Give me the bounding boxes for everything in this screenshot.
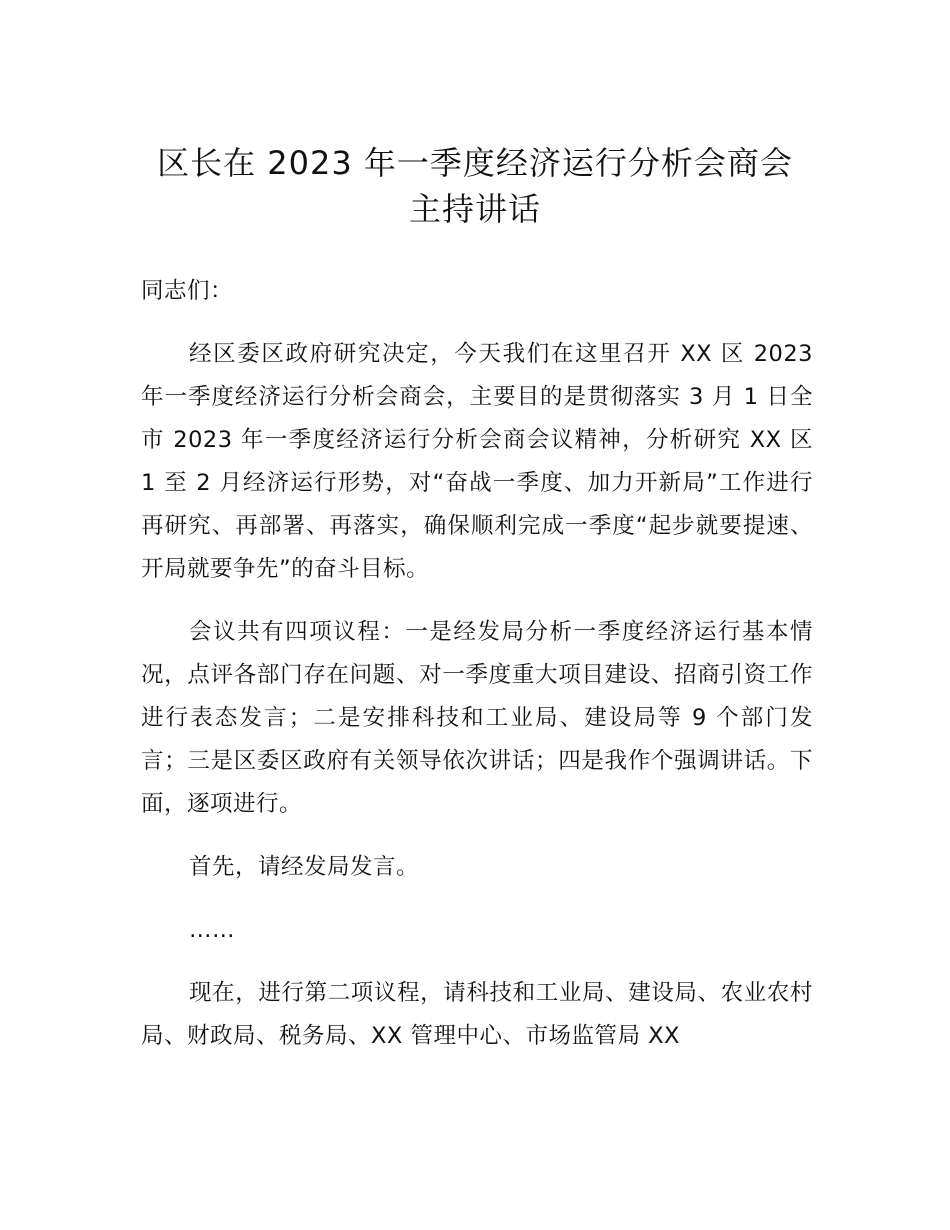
paragraph-ellipsis: …… (189, 917, 235, 943)
title-line-2: 主持讲话 (408, 190, 541, 228)
paragraph-second-agenda: 现在，进行第二项议程，请科技和工业局、建设局、农业农村局、财政局、税务局、XX 管理中心、市场监管局 XX (141, 980, 813, 1049)
paragraph-first-speaker: 首先，请经发局发言。 (189, 854, 420, 880)
document-title (140, 140, 810, 232)
title-line-1: 区长在 2023 年一季度经济运行分析会商会 (157, 144, 793, 182)
greeting: 同志们： (141, 278, 234, 304)
document-body (141, 270, 813, 1078)
paragraph-opening: 经区委区政府研究决定，今天我们在这里召开 XX 区 2023 年一季度经济运行分析会商会，主要目的是贯彻落实 3 月 1 日全市 2023 年一季度经济运行分析会商会议精神，分析研究 XX 区 1 至 2 月经济运行形势，对“奋战一季度、加力开新局”工作进行再研究、再部署、再落实，确保顺利完成一季度“起步就要提速、开局就要争先”的奋斗目标。 (141, 341, 813, 582)
paragraph-agenda: 会议共有四项议程：一是经发局分析一季度经济运行基本情况，点评各部门存在问题、对一季度重大项目建设、招商引资工作进行表态发言；二是安排科技和工业局、建设局等 9 个部门发言；三是区委区政府有关领导依次讲话；四是我作个强调讲话。下面，逐项进行。 (141, 619, 813, 817)
